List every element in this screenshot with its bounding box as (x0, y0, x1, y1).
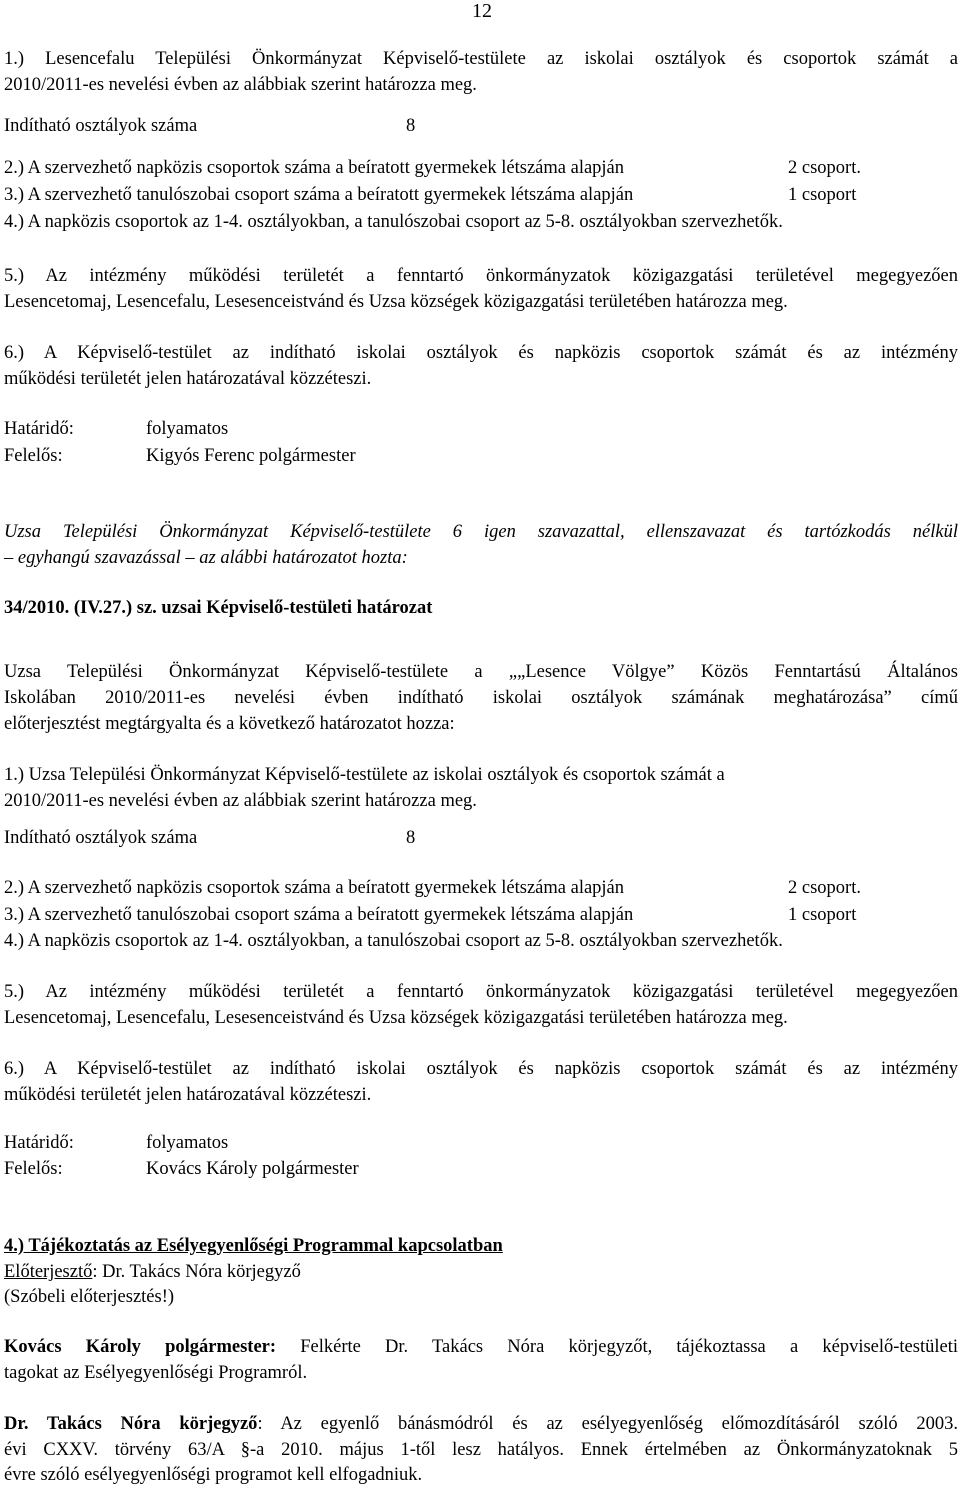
intro-line2: Iskolában 2010/2011-es nevelési évben indítható iskolai osztályok számának meghatározása” című (4, 688, 958, 708)
item1-line2: 2010/2011-es nevelési évben az alábbiak szerint határozza meg. (4, 75, 477, 95)
mayor-line2: tagokat az Esélyegyenlőségi Programról. (4, 1363, 308, 1383)
mayor-line1 (4, 1335, 958, 1359)
presenter-line (4, 1260, 301, 1284)
page-number: 12 (472, 0, 492, 22)
deadline-value: folyamatos (146, 419, 229, 439)
item2-text: 2.) A szervezhető napközis csoportok száma a beíratott gyermekek létszáma alapján (4, 158, 625, 178)
notary-line1 (4, 1412, 958, 1436)
notary-speaker: Dr. Takács Nóra körjegyző (4, 1414, 258, 1434)
section4-heading: 4.) Tájékoztatás az Esélyegyenlőségi Programmal kapcsolatban (4, 1236, 503, 1256)
mayor-speaker: Kovács Károly polgármester: (4, 1337, 277, 1357)
oral-note: (Szóbeli előterjesztés!) (4, 1287, 175, 1307)
item5-line1: 5.) Az intézmény működési területét a fenntartó önkormányzatok közigazgatási területével megegyezően (4, 266, 958, 286)
item1-line1: 1.) Lesencefalu Települési Önkormányzat Képviselő-testülete az iskolai osztályok és csoportok számát a (4, 49, 958, 69)
resolution-number: 34/2010. (IV.27.) sz. (4, 598, 157, 618)
item3-value: 1 csoport (788, 185, 857, 205)
item4: 4.) A napközis csoportok az 1-4. osztályokban, a tanulószobai csoport az 5-8. osztályokban szervezhetők. (4, 931, 783, 951)
item3-value: 1 csoport (788, 905, 857, 925)
deadline-label: Határidő: (4, 1133, 74, 1153)
item1-line2: 2010/2011-es nevelési évben az alábbiak szerint határozza meg. (4, 791, 477, 811)
item1-line1: 1.) Uzsa Települési Önkormányzat Képviselő-testülete az iskolai osztályok és csoportok számát a (4, 765, 725, 785)
item5-line2: Lesencetomaj, Lesencefalu, Lesesenceistvánd és Uzsa községek közigazgatási területében határozza meg. (4, 292, 788, 312)
item4: 4.) A napközis csoportok az 1-4. osztályokban, a tanulószobai csoport az 5-8. osztályokban szervezhetők. (4, 212, 783, 232)
notary-line2: évi CXXV. törvény 63/A §-a 2010. május 1-től lesz hatályos. Ennek értelmében az Önkormányzatoknak 5 (4, 1440, 958, 1460)
vote-line2: – egyhangú szavazással – az alábbi határozatot hozta: (4, 548, 408, 568)
item6-line2: működési területét jelen határozatával közzéteszi. (4, 369, 372, 389)
intro-line3: előterjesztést megtárgyalta és a következő határozatot hozza: (4, 714, 455, 734)
notary-text: : Az egyenlő bánásmódról és az esélyegyenlőség előmozdításáról szóló 2003. (257, 1414, 958, 1434)
presenter-label: Előterjesztő (4, 1262, 93, 1282)
item5-line1: 5.) Az intézmény működési területét a fenntartó önkormányzatok közigazgatási területével megegyezően (4, 982, 958, 1002)
responsible-label: Felelős: (4, 446, 63, 466)
item6-line1: 6.) A Képviselő-testület az indítható iskolai osztályok és napközis csoportok számát és az intézmény (4, 1059, 958, 1079)
responsible-label: Felelős: (4, 1159, 63, 1179)
vote-line1: Uzsa Települési Önkormányzat Képviselő-testülete 6 igen szavazattal, ellenszavazat és tartózkodás nélkül (4, 522, 958, 542)
item6-line2: működési területét jelen határozatával közzéteszi. (4, 1085, 372, 1105)
resolution-title: uzsai Képviselő-testületi határozat (161, 598, 433, 618)
classes-value: 8 (406, 116, 416, 136)
item5-line2: Lesencetomaj, Lesencefalu, Lesesenceistvánd és Uzsa községek közigazgatási területében határozza meg. (4, 1008, 788, 1028)
deadline-value: folyamatos (146, 1133, 229, 1153)
item2-value: 2 csoport. (788, 158, 861, 178)
deadline-label: Határidő: (4, 419, 74, 439)
mayor-text: Felkérte Dr. Takács Nóra körjegyzőt, tájékoztassa a képviselő-testületi (276, 1337, 958, 1357)
responsible-value: Kigyós Ferenc polgármester (146, 446, 356, 466)
resolution-heading (4, 596, 432, 620)
presenter-value: : Dr. Takács Nóra körjegyző (92, 1262, 301, 1282)
classes-label: Indítható osztályok száma (4, 116, 198, 136)
item6-line1: 6.) A Képviselő-testület az indítható iskolai osztályok és napközis csoportok számát és az intézmény (4, 343, 958, 363)
intro-line1: Uzsa Települési Önkormányzat Képviselő-testülete a „„Lesence Völgye” Közös Fenntartású Általános (4, 662, 958, 682)
notary-line3: évre szóló esélyegyenlőségi programot kell elfogadniuk. (4, 1465, 423, 1485)
item3-text: 3.) A szervezhető tanulószobai csoport száma a beíratott gyermekek létszáma alapján (4, 185, 634, 205)
item2-text: 2.) A szervezhető napközis csoportok száma a beíratott gyermekek létszáma alapján (4, 878, 625, 898)
responsible-value: Kovács Károly polgármester (146, 1159, 359, 1179)
item2-value: 2 csoport. (788, 878, 861, 898)
item3-text: 3.) A szervezhető tanulószobai csoport száma a beíratott gyermekek létszáma alapján (4, 905, 634, 925)
classes-label: Indítható osztályok száma (4, 828, 198, 848)
classes-value: 8 (406, 828, 416, 848)
